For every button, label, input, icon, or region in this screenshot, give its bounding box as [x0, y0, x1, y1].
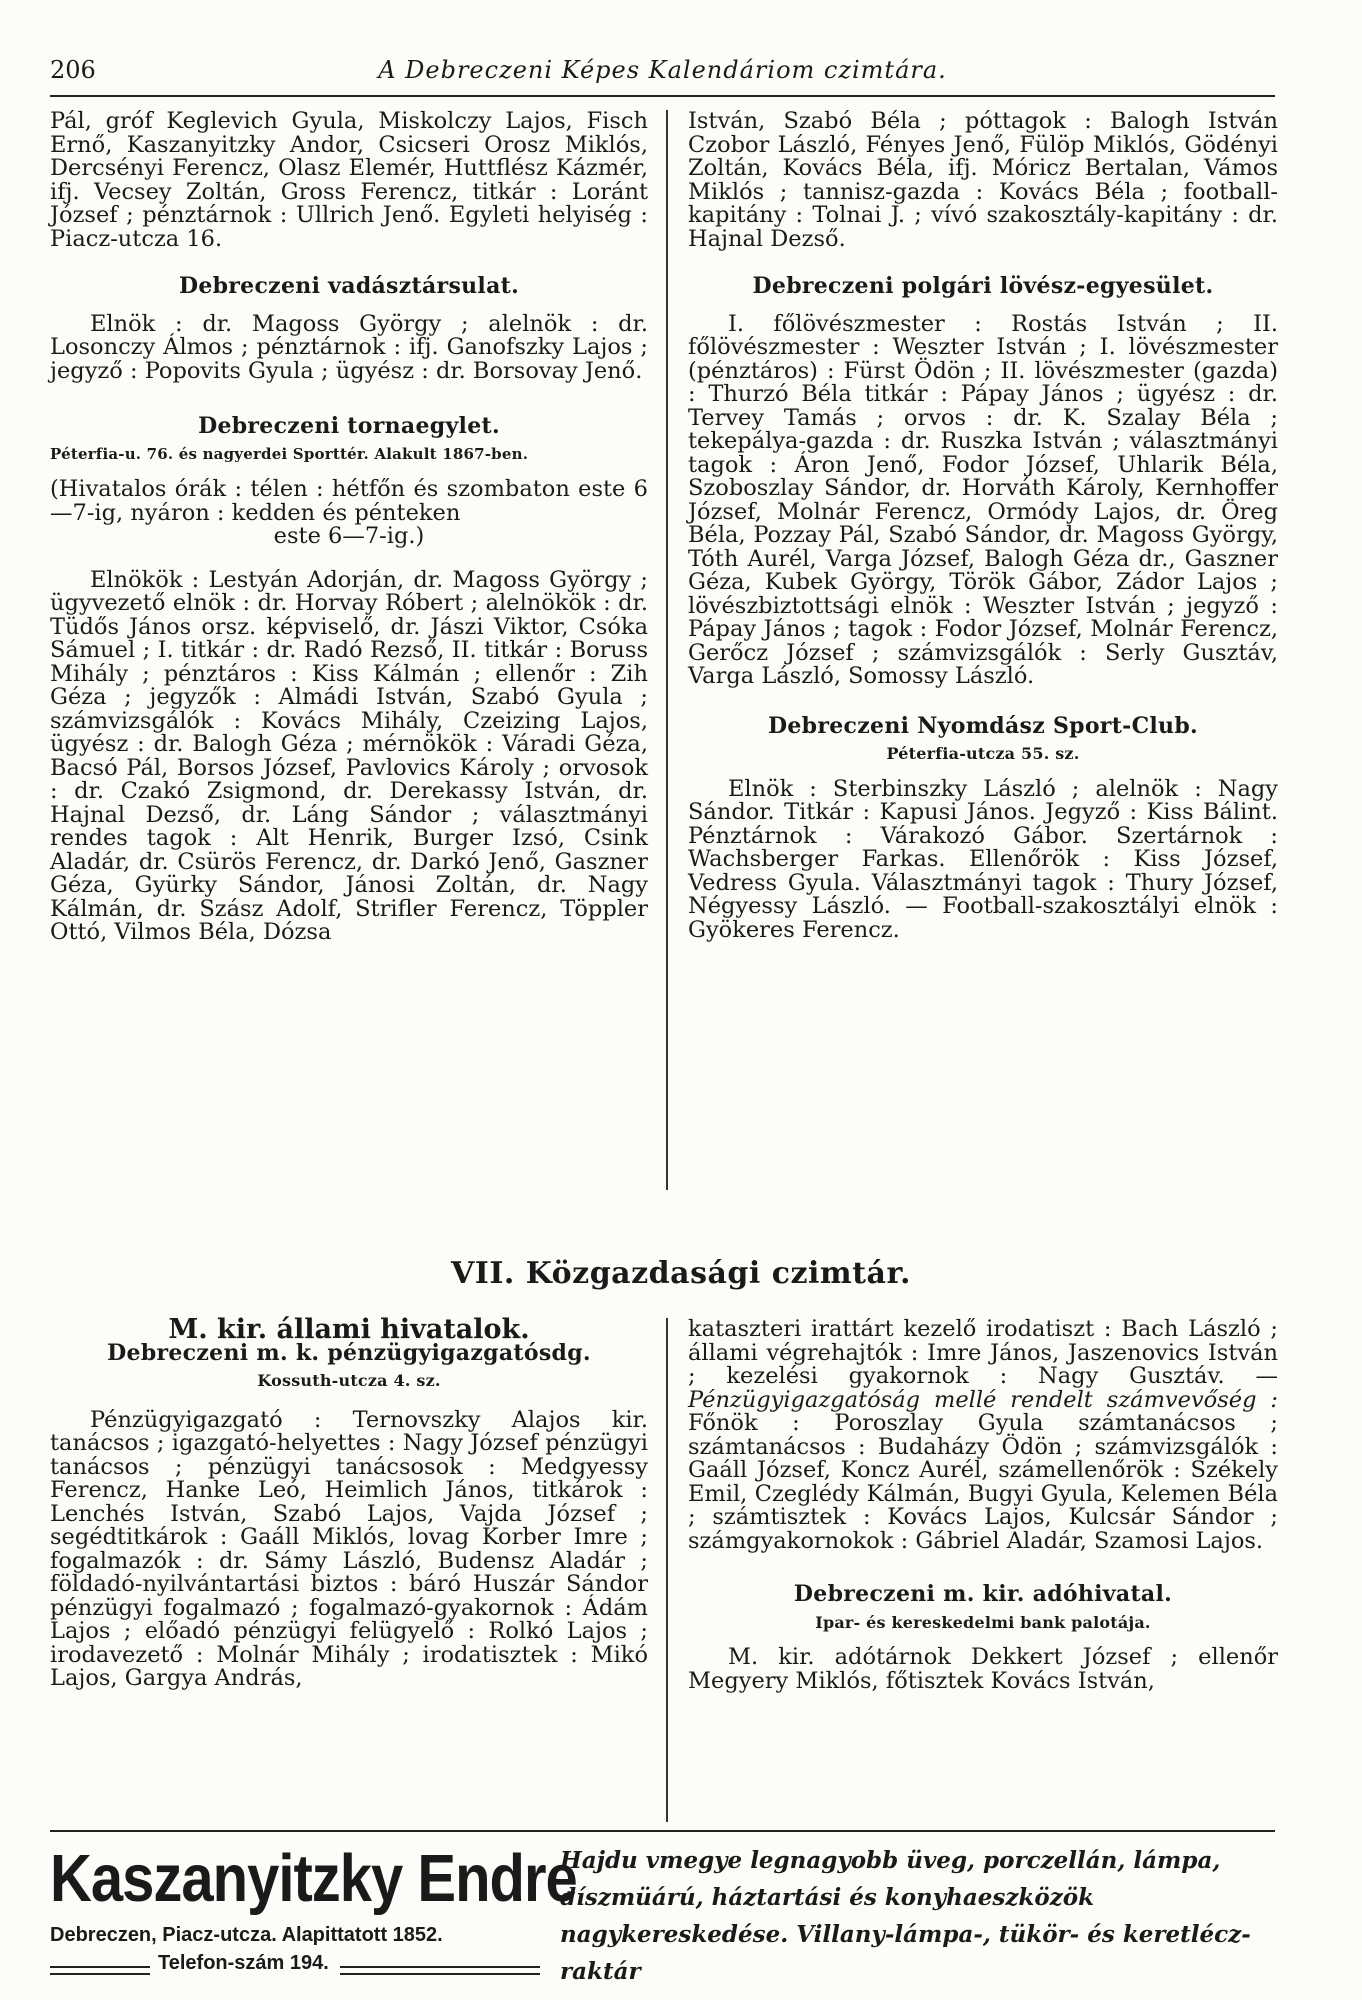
advertisement [50, 1840, 1275, 1985]
double-rule-left [50, 1966, 150, 1975]
advertiser-name: Kaszanyitzky Endre [50, 1841, 577, 1916]
printers-club-title: Debreczeni Nyomdász Sport-Club. [768, 712, 1198, 739]
finance-directorate-title: Debreczeni m. k. pénzügyigazgatósdg. [107, 1339, 591, 1366]
right-column-bottom [688, 1318, 1278, 1693]
page-number: 206 [50, 56, 96, 84]
hunt-society-officers: Elnök : dr. Magoss György ; alelnök : dr. Losonczy Álmos ; pénztárnok : ifj. Ganofszky Lajos ; jegyző : Popovits Gyula ; ügyész : dr. Borsovay Jenő. [50, 310, 648, 384]
advertisement-text: Hajdu vmegye legnagyobb üveg, porczellán, lámpa, díszmüárú, háztartási és konyhaeszközök nagykereskedése. Villany-lámpa-, tükör- és keretlécz-raktár [560, 1847, 1251, 1985]
sports-club-members: Pál, gróf Keglevich Gyula, Miskolczy Lajos, Fisch Ernő, Kaszanyitzky Andor, Csicseri Orosz Miklós, Dercsényi Ferencz, Olasz Elemér, Huttflész Kázmér, ifj. Vecsey Zoltán, Gross Ferencz, titkár : Loránt József ; pénztárnok : Ullrich Jenő. Egyleti helyiség : Piacz-utcza 16. [50, 108, 648, 252]
shooting-club-title: Debreczeni polgári lövész-egyesület. [752, 273, 1214, 299]
state-offices-title: M. kir. állami hivatalok. [168, 1314, 530, 1345]
page-header [50, 50, 1275, 94]
header-rule [50, 95, 1275, 97]
left-column-top [50, 110, 648, 945]
gym-club-hours: (Hivatalos órák : télen : hétfőn és szombaton este 6—7-ig, nyáron : kedden és pénteken [50, 476, 648, 526]
finance-directorate-staff: Pénzügyigazgató : Ternovszky Alajos kir. tanácsos ; igazgató-helyettes : Nagy József pénzügyi tanácsos ; pénzügyi tanácsosok : Medgyessy Ferencz, Hanke Leó, Heimlich János, titkárok : Lenchés István, Szabó Lajos, Vajda József ; segédtitkárok : Gaáll Miklós, lovag Korber Imre ; fogalmazók : dr. Sámy László, Budensz Aladár ; földadó-nyilvántartási biztos : báró Huszár Sándor pénzügyi fogalmazó ; fogalmazó-gyakornok : Ádám Lajos ; előadó pénzügyi felügyelő : Rolkó Lajos ; irodavezető : Molnár Mihály ; irodatisztek : Mikó Lajos, Gargya András, [50, 1406, 648, 1691]
advertiser-address: Debreczen, Piacz-utcza. Alapittatott 1852. [50, 1924, 443, 1946]
finance-staff-continued [688, 1318, 1278, 1553]
printers-club-address: Péterfia-utcza 55. sz. [886, 744, 1080, 763]
left-column-bottom [50, 1314, 648, 1691]
column-divider-bottom [666, 1318, 668, 1822]
advertiser-phone: Telefon-szám 194. [158, 1952, 329, 1974]
gym-club-address: Péterfia-u. 76. és nagyerdei Sporttér. Alakult 1867-ben. [50, 444, 529, 463]
chapter-title: VII. Közgazdasági czimtár. [451, 1256, 911, 1291]
double-rule-right [340, 1966, 540, 1975]
finance-staff-continued-a: kataszteri irattárt kezelő irodatiszt : Bach László ; állami végrehajtók : Imre János, Jaszenovics István ; kezelési gyakornok : Nagy Gusztáv. — [688, 1316, 1278, 1389]
printers-club-officers: Elnök : Sterbinszky László ; alelnök : Nagy Sándor. Titkár : Kapusi János. Jegyző : Kiss Bálint. Pénztárnok : Várakozó Gábor. Szertárnok : Wachsberger Farkas. Ellenőrök : Kiss József, Vedress Gyula. Választmányi tagok : Thury József, Négyessy László. — Football-szakosztályi elnök : Gyökeres Ferencz. [688, 775, 1278, 943]
finance-staff-continued-b: Főnök : Poroszlay Gyula számtanácsos ; számtanácsos : Budaházy Ödön ; számvizsgálók : Gaáll József, Koncz Aurél, számellenőrök : Székely Emil, Czeglédy Kálmán, Bugyi Gyula, Kelemen Béla ; számtisztek : Kovács Lajos, Kulcsár Sándor ; számgyakornokok : Gábriel Aladár, Szamosi Lajos. [688, 1410, 1278, 1554]
gym-club-title: Debreczeni tornaegylet. [198, 413, 500, 439]
tax-office-staff: M. kir. adótárnok Dekkert József ; ellenőr Megyery Miklós, főtisztek Kovács István, [688, 1644, 1278, 1694]
tax-office-address: Ipar- és kereskedelmi bank palotája. [815, 1612, 1151, 1632]
right-column-top [688, 110, 1278, 942]
gym-club-officers-continued: István, Szabó Béla ; póttagok : Balogh István Czobor László, Fényes Jenő, Fülöp Miklós, Gödényi Zoltán, Kovács Béla, ifj. Móricz Bertalan, Vámos Miklós ; tannisz-gazda : Kovács Béla ; football-kapitány : Tolnai J. ; vívó szakosztály-kapitány : dr. Hajnal Dezső. [688, 108, 1278, 252]
tax-office-title: Debreczeni m. kir. adóhivatal. [793, 1581, 1173, 1607]
column-divider-top [666, 110, 668, 1190]
shooting-club-officers: I. főlövészmester : Rostás István ; II. főlövészmester : Weszter István ; I. lövészmester (pénztáros) : Fürst Ödön ; II. lövészmester (gazda) : Thurzó Béla titkár : Pápay János ; ügyész : dr. Tervey Tamás ; orvos : dr. K. Szalay Béla ; tekepálya-gazda : dr. Ruszka István ; választmányi tagok : Áron Jenő, Fodor József, Uhlarik Béla, Szoboszlay Sándor, dr. Horváth Károly, Kernhoffer József, Molnár Ferencz, Ormódy Lajos, dr. Öreg Béla, Pozzay Pál, Szabó Sándor, dr. Magoss György, Tóth Aurél, Varga József, Balogh Géza dr., Gaszner Géza, Kubek György, Török Gábor, Zádor Lajos ; lövészbiztottsági elnök : Weszter István ; jegyző : Pápay János ; tagok : Fodor József, Molnár Ferencz, Gerőcz József ; számvizsgálók : Serly Gusztáv, Varga László, Somossy László. [688, 310, 1278, 689]
finance-directorate-address: Kossuth-utcza 4. sz. [257, 1371, 441, 1390]
gym-club-hours-end: este 6—7-ig.) [273, 523, 425, 549]
advertisement-top-rule [50, 1830, 1275, 1832]
gym-club-officers: Elnökök : Lestyán Adorján, dr. Magoss György ; ügyvezető elnök : dr. Horvay Róbert ; alelnökök : dr. Tüdős János orsz. képviselő, dr. Jászi Viktor, Csóka Sámuel ; I. titkár : dr. Radó Rezső, II. titkár : Boruss Mihály ; pénztáros : Kiss Kálmán ; ellenőr : Zih Géza ; jegyzők : Almádi István, Szabó Gyula ; számvizsgálók : Kovács Mihály, Czeizing Lajos, ügyész : dr. Balogh Géza ; mérnökök : Váradi Géza, Bacsó Pál, Borsos József, Pavlovics Károly ; orvosok : dr. Czakó Zsigmond, dr. Derekassy István, dr. Hajnal Dezső, dr. Láng Sándor ; választmányi rendes tagok : Alt Henrik, Burger Izsó, Csink Aladár, dr. Csürös Ferencz, dr. Darkó Jenő, Gaszner Géza, Gyürky Sándor, Jánosi Zoltán, dr. Nagy Kálmán, dr. Szász Adolf, Strifler Ferencz, Töppler Ottó, Vilmos Béla, Dózsa [50, 566, 648, 945]
running-title: A Debreczeni Képes Kalendáriom czimtára. [378, 56, 947, 84]
hunt-society-title: Debreczeni vadásztársulat. [178, 273, 520, 299]
audit-office-heading: Pénzügyigazgatóság mellé rendelt számvevőség : [688, 1386, 1278, 1413]
